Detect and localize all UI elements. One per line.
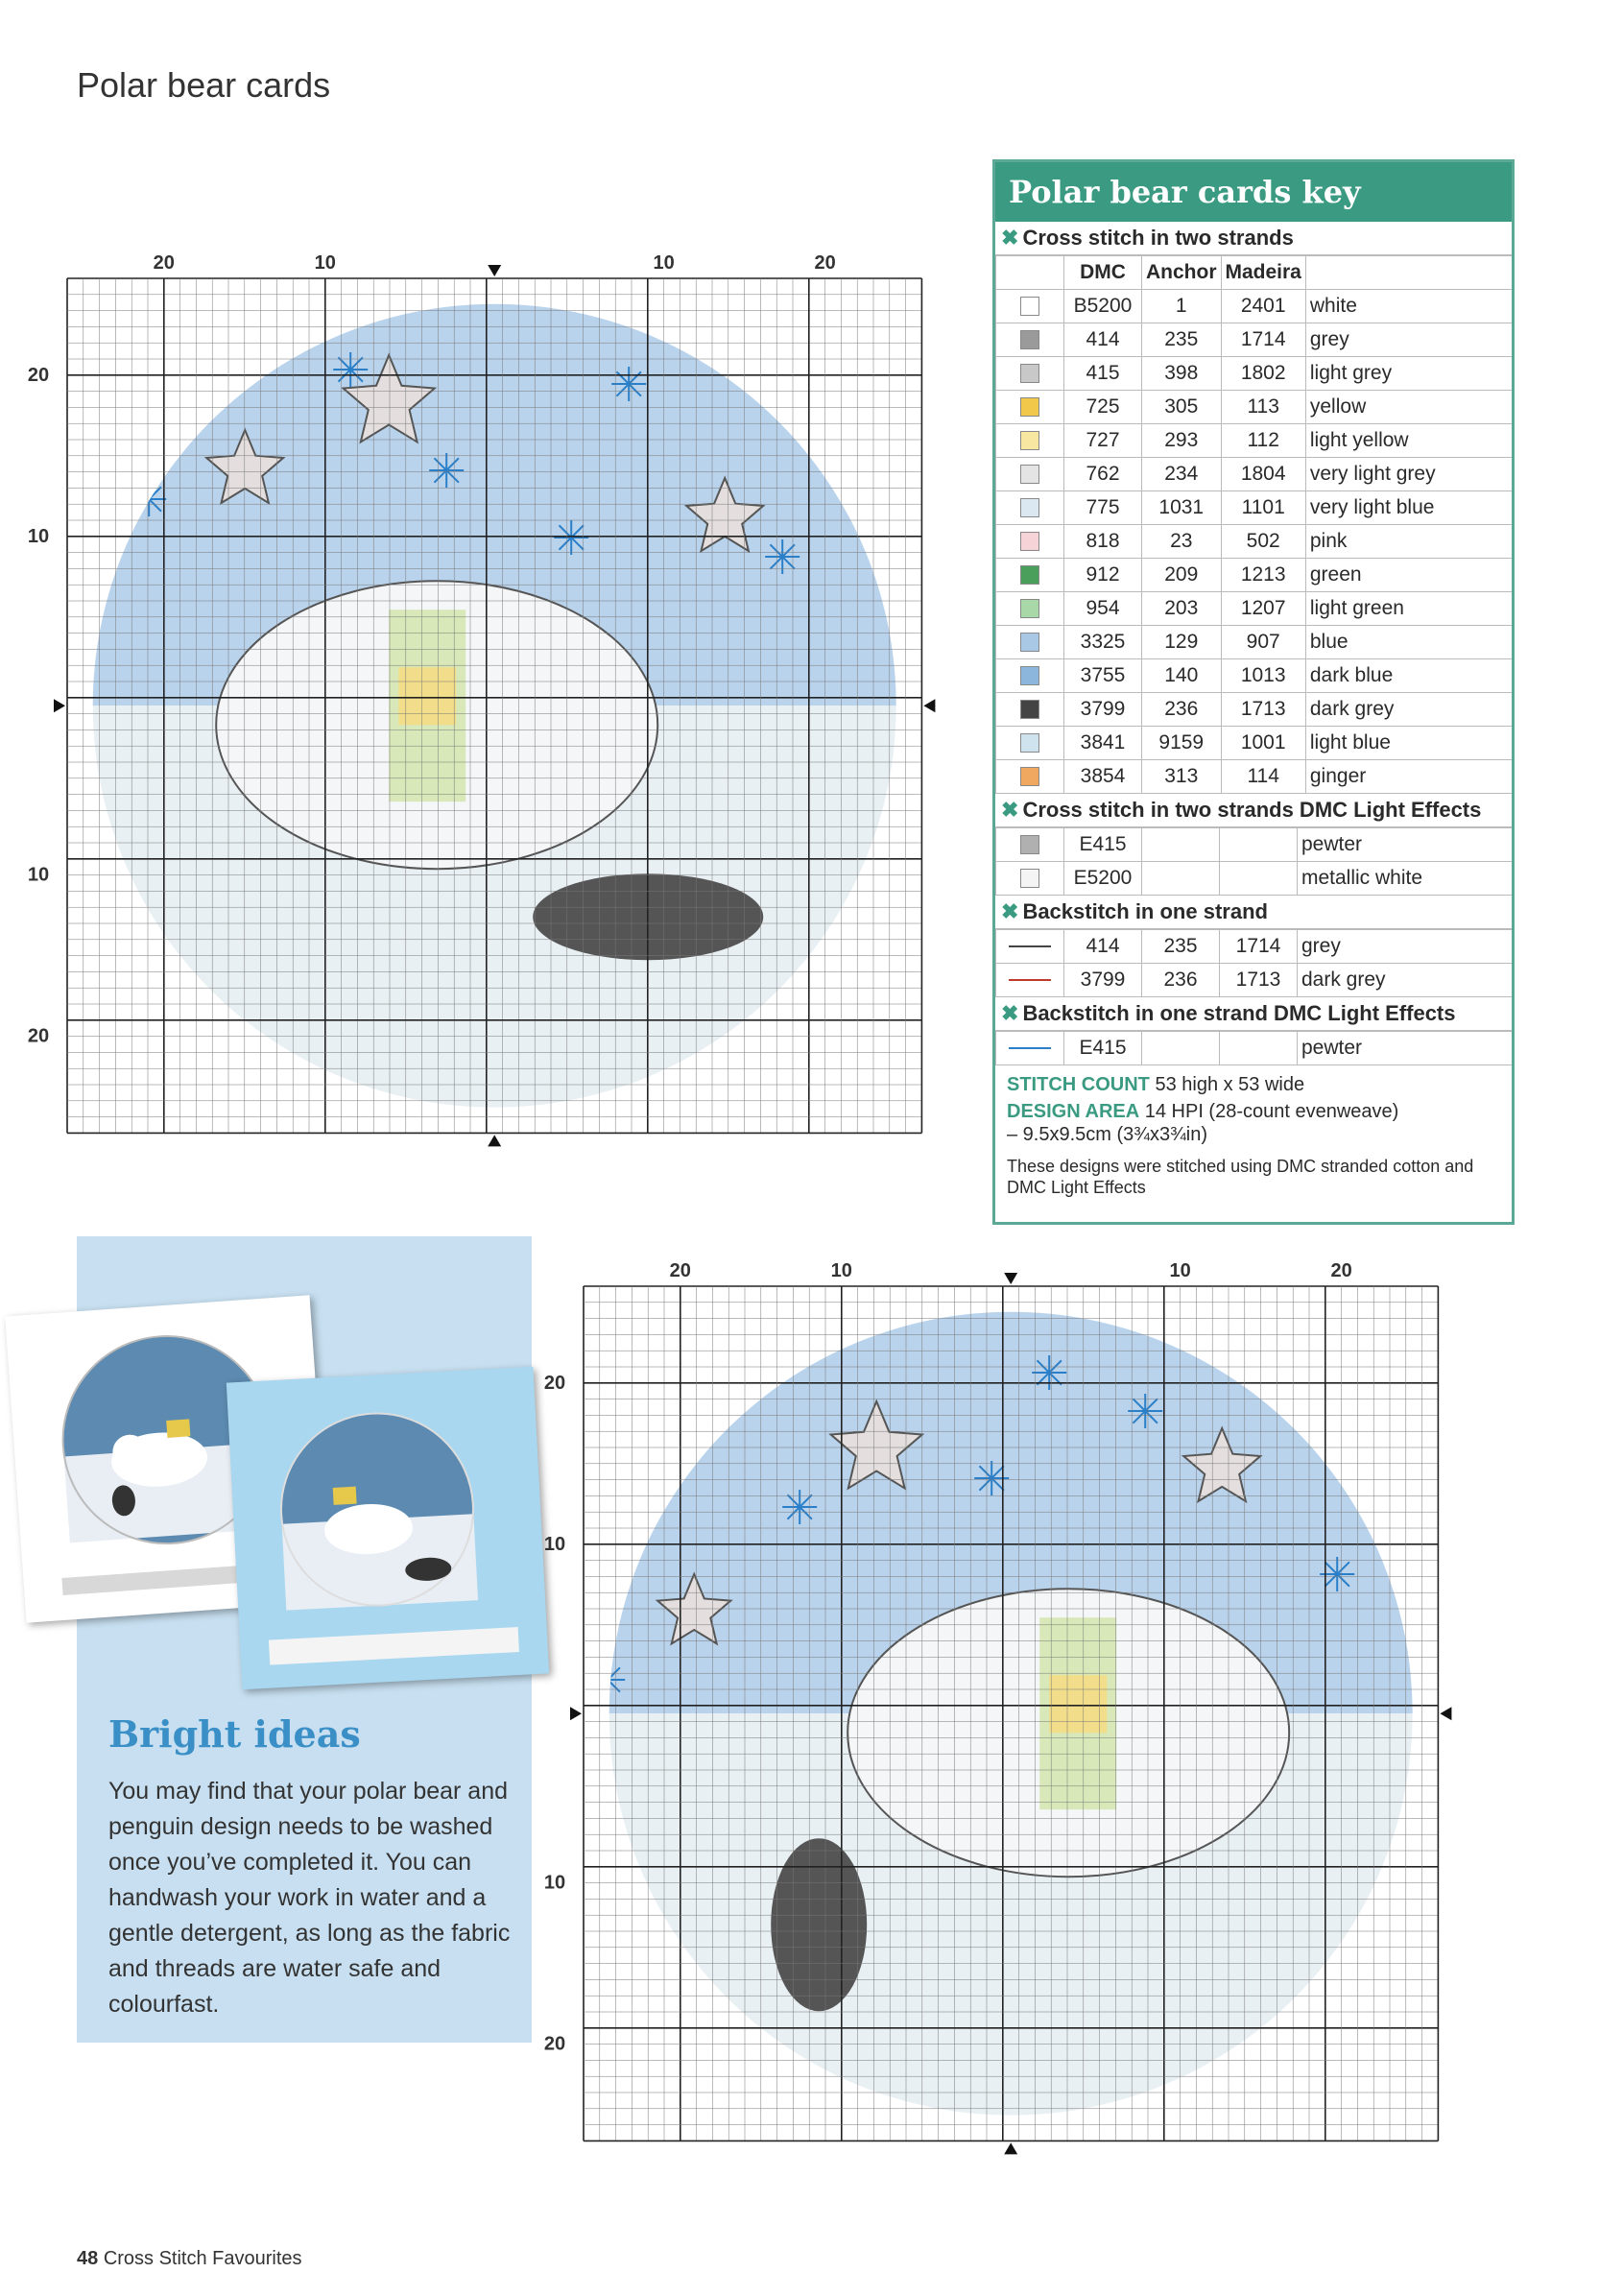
col-dmc: DMC [1064, 256, 1142, 290]
key-table-cross [995, 255, 1512, 794]
chart-axis-side-label: 20 [27, 1025, 50, 1047]
key-table-back [995, 929, 1512, 997]
key-row [996, 290, 1513, 323]
thread-swatch [996, 525, 1064, 559]
thread-swatch [996, 659, 1064, 693]
key-row [996, 1032, 1513, 1065]
key-name: light blue [1305, 727, 1512, 760]
key-madeira: 1714 [1221, 323, 1305, 357]
thread-swatch [996, 424, 1064, 458]
key-row [996, 323, 1513, 357]
thread-swatch [996, 1032, 1064, 1065]
key-dmc: 818 [1064, 525, 1142, 559]
key-madeira: 1207 [1221, 592, 1305, 626]
key-dmc: E415 [1064, 1032, 1142, 1065]
key-row [996, 559, 1513, 592]
key-madeira: 1213 [1221, 559, 1305, 592]
key-row [996, 862, 1513, 896]
key-dmc: 414 [1064, 323, 1142, 357]
key-anchor: 129 [1142, 626, 1222, 659]
key-row [996, 357, 1513, 391]
key-madeira [1220, 1032, 1298, 1065]
key-name: light yellow [1305, 424, 1512, 458]
chart-axis-top-label: 10 [653, 252, 675, 274]
key-row [996, 424, 1513, 458]
key-anchor: 234 [1142, 458, 1222, 491]
bright-ideas-body: You may find that your polar bear and penguin design needs to be washed once you’ve completed it. You can handwash your work in water and a gentle detergent, as long as the fabric and threads are water safe and colourfast. [108, 1778, 511, 2018]
key-dmc: 414 [1064, 930, 1142, 964]
key-section-cross: ✖ Cross stitch in two strands [995, 222, 1512, 255]
key-row [996, 458, 1513, 491]
key-row [996, 964, 1513, 997]
key-dmc: 3799 [1064, 964, 1142, 997]
key-name: pewter [1298, 828, 1513, 862]
key-anchor: 398 [1142, 357, 1222, 391]
key-dmc: 775 [1064, 491, 1142, 525]
key-name: dark grey [1298, 964, 1513, 997]
key-madeira: 113 [1221, 391, 1305, 424]
key-name: dark grey [1305, 693, 1512, 727]
key-anchor: 235 [1142, 323, 1222, 357]
key-table-back-le [995, 1031, 1512, 1065]
key-section-back: ✖ Backstitch in one strand [995, 896, 1512, 929]
chart-axis-side-label: 20 [27, 364, 50, 386]
chart-axis-top-label: 20 [814, 252, 836, 274]
key-anchor: 209 [1142, 559, 1222, 592]
key-madeira: 1804 [1221, 458, 1305, 491]
col-anchor: Anchor [1142, 256, 1222, 290]
key-anchor: 9159 [1142, 727, 1222, 760]
key-name: grey [1305, 323, 1512, 357]
key-row [996, 760, 1513, 794]
key-dmc: 3755 [1064, 659, 1142, 693]
key-madeira: 114 [1221, 760, 1305, 794]
key-anchor [1142, 828, 1220, 862]
key-dmc: 954 [1064, 592, 1142, 626]
key-row [996, 693, 1513, 727]
chart-axis-side-label: 20 [543, 1372, 566, 1394]
key-madeira: 502 [1221, 525, 1305, 559]
thread-swatch [996, 727, 1064, 760]
key-madeira: 1713 [1220, 964, 1298, 997]
key-name: light green [1305, 592, 1512, 626]
key-anchor: 1031 [1142, 491, 1222, 525]
key-row [996, 525, 1513, 559]
photo-card-2 [227, 1367, 549, 1689]
thread-swatch [996, 862, 1064, 896]
thread-swatch [996, 290, 1064, 323]
key-row [996, 828, 1513, 862]
key-row [996, 930, 1513, 964]
key-anchor: 236 [1142, 964, 1220, 997]
thread-swatch [996, 592, 1064, 626]
key-dmc: 3841 [1064, 727, 1142, 760]
key-dmc: 3799 [1064, 693, 1142, 727]
thread-swatch [996, 964, 1064, 997]
col-madeira: Madeira [1221, 256, 1305, 290]
key-madeira: 1714 [1220, 930, 1298, 964]
chart-axis-top-label: 20 [669, 1260, 691, 1281]
key-name: green [1305, 559, 1512, 592]
key-anchor: 235 [1142, 930, 1220, 964]
key-name: dark blue [1305, 659, 1512, 693]
bright-ideas-title: Bright ideas [108, 1712, 361, 1756]
thread-swatch [996, 357, 1064, 391]
thread-swatch [996, 559, 1064, 592]
key-name: grey [1298, 930, 1513, 964]
key-anchor: 305 [1142, 391, 1222, 424]
key-name: ginger [1305, 760, 1512, 794]
key-dmc: B5200 [1064, 290, 1142, 323]
key-name: very light grey [1305, 458, 1512, 491]
chart-key-panel [992, 159, 1515, 1225]
key-row [996, 727, 1513, 760]
key-anchor: 23 [1142, 525, 1222, 559]
key-name: blue [1305, 626, 1512, 659]
key-table-cross-le [995, 827, 1512, 896]
key-madeira: 1001 [1221, 727, 1305, 760]
key-name: metallic white [1298, 862, 1513, 896]
key-dmc: 3854 [1064, 760, 1142, 794]
key-madeira: 1101 [1221, 491, 1305, 525]
key-anchor: 140 [1142, 659, 1222, 693]
key-section-back-le: ✖ Backstitch in one strand DMC Light Effects [995, 997, 1512, 1031]
key-madeira [1220, 862, 1298, 896]
key-dmc: 415 [1064, 357, 1142, 391]
key-anchor: 236 [1142, 693, 1222, 727]
thread-swatch [996, 626, 1064, 659]
thread-swatch [996, 760, 1064, 794]
key-name: yellow [1305, 391, 1512, 424]
key-madeira: 1713 [1221, 693, 1305, 727]
key-title: Polar bear cards key [995, 162, 1512, 222]
chart-axis-side-label: 20 [543, 2033, 566, 2055]
key-name: light grey [1305, 357, 1512, 391]
key-anchor: 293 [1142, 424, 1222, 458]
page-title: Polar bear cards [77, 65, 331, 105]
thread-swatch [996, 323, 1064, 357]
key-anchor: 203 [1142, 592, 1222, 626]
chart-axis-top-label: 10 [314, 252, 336, 274]
page-footer: 48 Cross Stitch Favourites [77, 2248, 302, 2269]
chart-axis-side-label: 10 [543, 1872, 566, 1894]
key-madeira [1220, 828, 1298, 862]
key-row [996, 391, 1513, 424]
chart-axis-top-label: 20 [1330, 1260, 1352, 1281]
thread-swatch [996, 930, 1064, 964]
chart-axis-top-label: 10 [830, 1260, 852, 1281]
chart-axis-side-label: 10 [543, 1533, 566, 1555]
key-name: pink [1305, 525, 1512, 559]
key-row [996, 659, 1513, 693]
key-dmc: 3325 [1064, 626, 1142, 659]
key-dmc: 727 [1064, 424, 1142, 458]
key-section-cross-le: ✖ Cross stitch in two strands DMC Light Effects [995, 794, 1512, 827]
key-row [996, 592, 1513, 626]
key-footer: STITCH COUNT 53 high x 53 wide DESIGN AREA 14 HPI (28-count evenweave) – 9.5x9.5cm (3¾x3¾in) These designs were stitched using DMC stranded cotton and DMC Light Effects [1007, 1074, 1474, 1197]
key-name: pewter [1298, 1032, 1513, 1065]
key-name: white [1305, 290, 1512, 323]
thread-swatch [996, 391, 1064, 424]
key-anchor: 313 [1142, 760, 1222, 794]
key-name: very light blue [1305, 491, 1512, 525]
key-madeira: 112 [1221, 424, 1305, 458]
key-madeira: 1013 [1221, 659, 1305, 693]
key-dmc: E415 [1064, 828, 1142, 862]
key-dmc: 912 [1064, 559, 1142, 592]
key-row [996, 626, 1513, 659]
thread-swatch [996, 458, 1064, 491]
thread-swatch [996, 693, 1064, 727]
key-dmc: 762 [1064, 458, 1142, 491]
key-madeira: 2401 [1221, 290, 1305, 323]
thread-swatch [996, 491, 1064, 525]
key-row [996, 491, 1513, 525]
chart-axis-top-label: 10 [1169, 1260, 1191, 1281]
cross-stitch-chart-1 [27, 250, 979, 1171]
thread-swatch [996, 828, 1064, 862]
key-anchor [1142, 1032, 1220, 1065]
key-anchor [1142, 862, 1220, 896]
cross-stitch-chart-2 [543, 1257, 1495, 2179]
key-dmc: E5200 [1064, 862, 1142, 896]
key-madeira: 907 [1221, 626, 1305, 659]
key-anchor: 1 [1142, 290, 1222, 323]
chart-axis-side-label: 10 [27, 525, 50, 547]
chart-axis-side-label: 10 [27, 864, 50, 886]
key-madeira: 1802 [1221, 357, 1305, 391]
key-dmc: 725 [1064, 391, 1142, 424]
chart-axis-top-label: 20 [153, 252, 175, 274]
